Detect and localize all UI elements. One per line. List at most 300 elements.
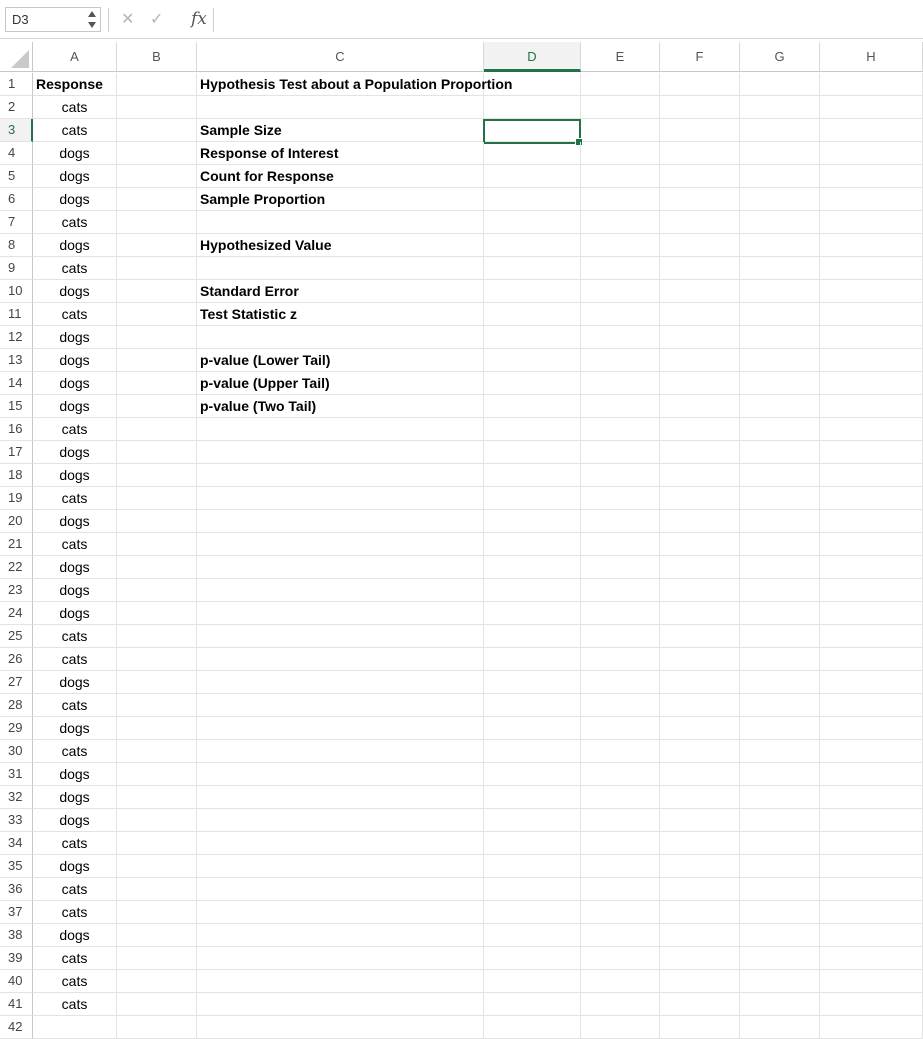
row-header[interactable]: 11 <box>0 303 33 326</box>
cell-f3[interactable] <box>660 119 740 142</box>
cell-a25[interactable]: cats <box>33 625 117 648</box>
row-header[interactable]: 37 <box>0 901 33 924</box>
cell-g30[interactable] <box>740 740 820 763</box>
cell-f16[interactable] <box>660 418 740 441</box>
cell-e29[interactable] <box>581 717 660 740</box>
cell-b34[interactable] <box>117 832 197 855</box>
row-header[interactable]: 36 <box>0 878 33 901</box>
cell-c8[interactable]: Hypothesized Value <box>197 234 484 257</box>
cell-c7[interactable] <box>197 211 484 234</box>
cell-a1[interactable]: Response <box>33 73 117 96</box>
cell-c38[interactable] <box>197 924 484 947</box>
cell-h27[interactable] <box>820 671 923 694</box>
cell-b35[interactable] <box>117 855 197 878</box>
cell-c39[interactable] <box>197 947 484 970</box>
cell-a12[interactable]: dogs <box>33 326 117 349</box>
row-header[interactable]: 3 <box>0 119 33 142</box>
column-header-e[interactable]: E <box>581 42 660 72</box>
cell-f25[interactable] <box>660 625 740 648</box>
cell-h15[interactable] <box>820 395 923 418</box>
cell-h16[interactable] <box>820 418 923 441</box>
cell-e17[interactable] <box>581 441 660 464</box>
cell-e8[interactable] <box>581 234 660 257</box>
cell-f27[interactable] <box>660 671 740 694</box>
cell-h33[interactable] <box>820 809 923 832</box>
cell-g29[interactable] <box>740 717 820 740</box>
cell-e21[interactable] <box>581 533 660 556</box>
cell-f22[interactable] <box>660 556 740 579</box>
cell-h39[interactable] <box>820 947 923 970</box>
cell-d40[interactable] <box>484 970 581 993</box>
row-header[interactable]: 27 <box>0 671 33 694</box>
row-header[interactable]: 39 <box>0 947 33 970</box>
cell-g35[interactable] <box>740 855 820 878</box>
cell-d24[interactable] <box>484 602 581 625</box>
cell-d2[interactable] <box>484 96 581 119</box>
cell-a21[interactable]: cats <box>33 533 117 556</box>
cell-f34[interactable] <box>660 832 740 855</box>
cell-g31[interactable] <box>740 763 820 786</box>
cell-e22[interactable] <box>581 556 660 579</box>
cell-a37[interactable]: cats <box>33 901 117 924</box>
cell-d6[interactable] <box>484 188 581 211</box>
cell-a26[interactable]: cats <box>33 648 117 671</box>
column-header-d[interactable]: D <box>484 42 581 72</box>
column-header-f[interactable]: F <box>660 42 740 72</box>
cell-f2[interactable] <box>660 96 740 119</box>
row-header[interactable]: 8 <box>0 234 33 257</box>
cell-a34[interactable]: cats <box>33 832 117 855</box>
cell-d36[interactable] <box>484 878 581 901</box>
row-header[interactable]: 20 <box>0 510 33 533</box>
cell-c10[interactable]: Standard Error <box>197 280 484 303</box>
row-header[interactable]: 19 <box>0 487 33 510</box>
row-header[interactable]: 38 <box>0 924 33 947</box>
cell-g10[interactable] <box>740 280 820 303</box>
cell-a38[interactable]: dogs <box>33 924 117 947</box>
cell-c32[interactable] <box>197 786 484 809</box>
column-header-c[interactable]: C <box>197 42 484 72</box>
cell-c6[interactable]: Sample Proportion <box>197 188 484 211</box>
cell-d25[interactable] <box>484 625 581 648</box>
cell-b25[interactable] <box>117 625 197 648</box>
cell-d29[interactable] <box>484 717 581 740</box>
cell-g38[interactable] <box>740 924 820 947</box>
cell-e6[interactable] <box>581 188 660 211</box>
row-header[interactable]: 9 <box>0 257 33 280</box>
cell-f38[interactable] <box>660 924 740 947</box>
cell-b18[interactable] <box>117 464 197 487</box>
cell-d1[interactable] <box>484 73 581 96</box>
cell-e25[interactable] <box>581 625 660 648</box>
cell-e33[interactable] <box>581 809 660 832</box>
cell-d22[interactable] <box>484 556 581 579</box>
column-header-a[interactable]: A <box>33 42 117 72</box>
cell-c37[interactable] <box>197 901 484 924</box>
cell-g25[interactable] <box>740 625 820 648</box>
cell-a10[interactable]: dogs <box>33 280 117 303</box>
cell-b32[interactable] <box>117 786 197 809</box>
cell-h23[interactable] <box>820 579 923 602</box>
cell-g37[interactable] <box>740 901 820 924</box>
cell-f42[interactable] <box>660 1016 740 1039</box>
cell-e32[interactable] <box>581 786 660 809</box>
cell-f12[interactable] <box>660 326 740 349</box>
cell-b21[interactable] <box>117 533 197 556</box>
cell-c28[interactable] <box>197 694 484 717</box>
cell-g3[interactable] <box>740 119 820 142</box>
cell-d21[interactable] <box>484 533 581 556</box>
cell-h8[interactable] <box>820 234 923 257</box>
cell-g4[interactable] <box>740 142 820 165</box>
cell-h29[interactable] <box>820 717 923 740</box>
row-header[interactable]: 28 <box>0 694 33 717</box>
formula-input[interactable] <box>216 7 920 34</box>
column-header-b[interactable]: B <box>117 42 197 72</box>
cell-d28[interactable] <box>484 694 581 717</box>
cell-a36[interactable]: cats <box>33 878 117 901</box>
cell-b4[interactable] <box>117 142 197 165</box>
cell-a35[interactable]: dogs <box>33 855 117 878</box>
cell-f23[interactable] <box>660 579 740 602</box>
cell-a8[interactable]: dogs <box>33 234 117 257</box>
cell-b28[interactable] <box>117 694 197 717</box>
row-header[interactable]: 25 <box>0 625 33 648</box>
cell-c17[interactable] <box>197 441 484 464</box>
cell-c14[interactable]: p-value (Upper Tail) <box>197 372 484 395</box>
cell-b27[interactable] <box>117 671 197 694</box>
cell-b6[interactable] <box>117 188 197 211</box>
cell-h20[interactable] <box>820 510 923 533</box>
cell-f13[interactable] <box>660 349 740 372</box>
row-header[interactable]: 24 <box>0 602 33 625</box>
cell-d33[interactable] <box>484 809 581 832</box>
cell-a39[interactable]: cats <box>33 947 117 970</box>
cell-c31[interactable] <box>197 763 484 786</box>
cell-g19[interactable] <box>740 487 820 510</box>
cell-c35[interactable] <box>197 855 484 878</box>
row-header[interactable]: 6 <box>0 188 33 211</box>
cell-h21[interactable] <box>820 533 923 556</box>
cell-e36[interactable] <box>581 878 660 901</box>
cell-e3[interactable] <box>581 119 660 142</box>
row-header[interactable]: 2 <box>0 96 33 119</box>
row-header[interactable]: 34 <box>0 832 33 855</box>
cell-b13[interactable] <box>117 349 197 372</box>
row-header[interactable]: 1 <box>0 73 33 96</box>
cell-c5[interactable]: Count for Response <box>197 165 484 188</box>
cell-a22[interactable]: dogs <box>33 556 117 579</box>
cell-b10[interactable] <box>117 280 197 303</box>
row-header[interactable]: 5 <box>0 165 33 188</box>
cell-f37[interactable] <box>660 901 740 924</box>
cell-g40[interactable] <box>740 970 820 993</box>
cell-f28[interactable] <box>660 694 740 717</box>
cell-h11[interactable] <box>820 303 923 326</box>
cell-d31[interactable] <box>484 763 581 786</box>
cell-f7[interactable] <box>660 211 740 234</box>
cell-g39[interactable] <box>740 947 820 970</box>
cell-d4[interactable] <box>484 142 581 165</box>
cell-d7[interactable] <box>484 211 581 234</box>
cell-d27[interactable] <box>484 671 581 694</box>
cell-h22[interactable] <box>820 556 923 579</box>
cell-f9[interactable] <box>660 257 740 280</box>
enter-icon[interactable]: ✓ <box>150 11 164 28</box>
cell-c41[interactable] <box>197 993 484 1016</box>
cell-b42[interactable] <box>117 1016 197 1039</box>
cell-e42[interactable] <box>581 1016 660 1039</box>
column-header-h[interactable]: H <box>820 42 923 72</box>
cell-b33[interactable] <box>117 809 197 832</box>
cell-h40[interactable] <box>820 970 923 993</box>
cell-f8[interactable] <box>660 234 740 257</box>
cell-h5[interactable] <box>820 165 923 188</box>
cell-e15[interactable] <box>581 395 660 418</box>
cell-e1[interactable] <box>581 73 660 96</box>
cell-g6[interactable] <box>740 188 820 211</box>
cell-e24[interactable] <box>581 602 660 625</box>
cell-h31[interactable] <box>820 763 923 786</box>
cell-b38[interactable] <box>117 924 197 947</box>
select-all-corner[interactable] <box>0 42 33 72</box>
cell-e18[interactable] <box>581 464 660 487</box>
cell-e7[interactable] <box>581 211 660 234</box>
cell-h42[interactable] <box>820 1016 923 1039</box>
cell-h2[interactable] <box>820 96 923 119</box>
cell-h25[interactable] <box>820 625 923 648</box>
cell-e14[interactable] <box>581 372 660 395</box>
cell-e5[interactable] <box>581 165 660 188</box>
column-header-g[interactable]: G <box>740 42 820 72</box>
cell-b14[interactable] <box>117 372 197 395</box>
cell-c2[interactable] <box>197 96 484 119</box>
cell-h37[interactable] <box>820 901 923 924</box>
cell-a19[interactable]: cats <box>33 487 117 510</box>
cell-a6[interactable]: dogs <box>33 188 117 211</box>
cell-h24[interactable] <box>820 602 923 625</box>
cell-g18[interactable] <box>740 464 820 487</box>
cell-f39[interactable] <box>660 947 740 970</box>
cell-c40[interactable] <box>197 970 484 993</box>
cell-f30[interactable] <box>660 740 740 763</box>
cell-h14[interactable] <box>820 372 923 395</box>
cell-e9[interactable] <box>581 257 660 280</box>
cell-c12[interactable] <box>197 326 484 349</box>
cell-a23[interactable]: dogs <box>33 579 117 602</box>
cell-e37[interactable] <box>581 901 660 924</box>
cell-g20[interactable] <box>740 510 820 533</box>
cell-f33[interactable] <box>660 809 740 832</box>
cell-e11[interactable] <box>581 303 660 326</box>
name-box[interactable] <box>5 7 101 32</box>
cell-c34[interactable] <box>197 832 484 855</box>
cell-g1[interactable] <box>740 73 820 96</box>
name-box-stepper-icon[interactable] <box>88 11 96 28</box>
cell-a4[interactable]: dogs <box>33 142 117 165</box>
cell-c11[interactable]: Test Statistic z <box>197 303 484 326</box>
cell-d8[interactable] <box>484 234 581 257</box>
cell-d19[interactable] <box>484 487 581 510</box>
cell-g36[interactable] <box>740 878 820 901</box>
cell-c18[interactable] <box>197 464 484 487</box>
cell-d10[interactable] <box>484 280 581 303</box>
cell-b5[interactable] <box>117 165 197 188</box>
cell-d17[interactable] <box>484 441 581 464</box>
cell-b16[interactable] <box>117 418 197 441</box>
cell-a17[interactable]: dogs <box>33 441 117 464</box>
cell-d14[interactable] <box>484 372 581 395</box>
cell-d18[interactable] <box>484 464 581 487</box>
cell-h32[interactable] <box>820 786 923 809</box>
cell-h18[interactable] <box>820 464 923 487</box>
cell-a31[interactable]: dogs <box>33 763 117 786</box>
cell-e39[interactable] <box>581 947 660 970</box>
cell-d39[interactable] <box>484 947 581 970</box>
cell-c20[interactable] <box>197 510 484 533</box>
cell-e20[interactable] <box>581 510 660 533</box>
cell-d16[interactable] <box>484 418 581 441</box>
cell-b22[interactable] <box>117 556 197 579</box>
cell-d35[interactable] <box>484 855 581 878</box>
cell-h30[interactable] <box>820 740 923 763</box>
cell-g33[interactable] <box>740 809 820 832</box>
cell-f11[interactable] <box>660 303 740 326</box>
cell-b1[interactable] <box>117 73 197 96</box>
cell-f29[interactable] <box>660 717 740 740</box>
cell-h41[interactable] <box>820 993 923 1016</box>
cell-e38[interactable] <box>581 924 660 947</box>
cell-e10[interactable] <box>581 280 660 303</box>
cell-a5[interactable]: dogs <box>33 165 117 188</box>
cell-e31[interactable] <box>581 763 660 786</box>
cell-c30[interactable] <box>197 740 484 763</box>
cell-a18[interactable]: dogs <box>33 464 117 487</box>
cell-b8[interactable] <box>117 234 197 257</box>
cell-e26[interactable] <box>581 648 660 671</box>
cell-e12[interactable] <box>581 326 660 349</box>
fx-icon[interactable]: fx <box>191 9 207 29</box>
cell-f26[interactable] <box>660 648 740 671</box>
cell-c25[interactable] <box>197 625 484 648</box>
cell-h1[interactable] <box>820 73 923 96</box>
cell-g5[interactable] <box>740 165 820 188</box>
cell-c27[interactable] <box>197 671 484 694</box>
cell-f35[interactable] <box>660 855 740 878</box>
cell-b7[interactable] <box>117 211 197 234</box>
cell-a14[interactable]: dogs <box>33 372 117 395</box>
cell-d11[interactable] <box>484 303 581 326</box>
cell-a30[interactable]: cats <box>33 740 117 763</box>
cell-b31[interactable] <box>117 763 197 786</box>
row-header[interactable]: 41 <box>0 993 33 1016</box>
cell-c9[interactable] <box>197 257 484 280</box>
cell-a41[interactable]: cats <box>33 993 117 1016</box>
cell-b3[interactable] <box>117 119 197 142</box>
row-header[interactable]: 40 <box>0 970 33 993</box>
cell-b15[interactable] <box>117 395 197 418</box>
cell-g11[interactable] <box>740 303 820 326</box>
cell-f32[interactable] <box>660 786 740 809</box>
cell-d34[interactable] <box>484 832 581 855</box>
cell-f19[interactable] <box>660 487 740 510</box>
cell-c15[interactable]: p-value (Two Tail) <box>197 395 484 418</box>
cell-h3[interactable] <box>820 119 923 142</box>
cell-b29[interactable] <box>117 717 197 740</box>
cell-b19[interactable] <box>117 487 197 510</box>
cell-d42[interactable] <box>484 1016 581 1039</box>
cell-c19[interactable] <box>197 487 484 510</box>
cell-g15[interactable] <box>740 395 820 418</box>
cell-g26[interactable] <box>740 648 820 671</box>
row-header[interactable]: 22 <box>0 556 33 579</box>
cell-h36[interactable] <box>820 878 923 901</box>
cell-b41[interactable] <box>117 993 197 1016</box>
cell-c21[interactable] <box>197 533 484 556</box>
cell-d13[interactable] <box>484 349 581 372</box>
cell-g7[interactable] <box>740 211 820 234</box>
row-header[interactable]: 26 <box>0 648 33 671</box>
cell-h17[interactable] <box>820 441 923 464</box>
cell-h28[interactable] <box>820 694 923 717</box>
cell-g27[interactable] <box>740 671 820 694</box>
cell-a32[interactable]: dogs <box>33 786 117 809</box>
cell-c22[interactable] <box>197 556 484 579</box>
cell-h34[interactable] <box>820 832 923 855</box>
cell-a7[interactable]: cats <box>33 211 117 234</box>
cell-e34[interactable] <box>581 832 660 855</box>
cell-g23[interactable] <box>740 579 820 602</box>
cell-g34[interactable] <box>740 832 820 855</box>
cell-b9[interactable] <box>117 257 197 280</box>
row-header[interactable]: 32 <box>0 786 33 809</box>
cell-c13[interactable]: p-value (Lower Tail) <box>197 349 484 372</box>
row-header[interactable]: 33 <box>0 809 33 832</box>
cell-h35[interactable] <box>820 855 923 878</box>
cell-b12[interactable] <box>117 326 197 349</box>
row-header[interactable]: 42 <box>0 1016 33 1039</box>
cell-f10[interactable] <box>660 280 740 303</box>
cell-d9[interactable] <box>484 257 581 280</box>
cell-b17[interactable] <box>117 441 197 464</box>
cell-g8[interactable] <box>740 234 820 257</box>
cell-f31[interactable] <box>660 763 740 786</box>
cell-h10[interactable] <box>820 280 923 303</box>
cell-f6[interactable] <box>660 188 740 211</box>
cell-e16[interactable] <box>581 418 660 441</box>
cell-a16[interactable]: cats <box>33 418 117 441</box>
cell-h4[interactable] <box>820 142 923 165</box>
cell-d32[interactable] <box>484 786 581 809</box>
cell-e30[interactable] <box>581 740 660 763</box>
row-header[interactable]: 17 <box>0 441 33 464</box>
cell-h7[interactable] <box>820 211 923 234</box>
cell-a40[interactable]: cats <box>33 970 117 993</box>
cell-g2[interactable] <box>740 96 820 119</box>
cell-b30[interactable] <box>117 740 197 763</box>
cell-a20[interactable]: dogs <box>33 510 117 533</box>
cell-b20[interactable] <box>117 510 197 533</box>
cell-a33[interactable]: dogs <box>33 809 117 832</box>
cell-e13[interactable] <box>581 349 660 372</box>
row-header[interactable]: 12 <box>0 326 33 349</box>
cell-g41[interactable] <box>740 993 820 1016</box>
cell-d38[interactable] <box>484 924 581 947</box>
cell-c23[interactable] <box>197 579 484 602</box>
cell-a24[interactable]: dogs <box>33 602 117 625</box>
row-header[interactable]: 14 <box>0 372 33 395</box>
row-header[interactable]: 4 <box>0 142 33 165</box>
